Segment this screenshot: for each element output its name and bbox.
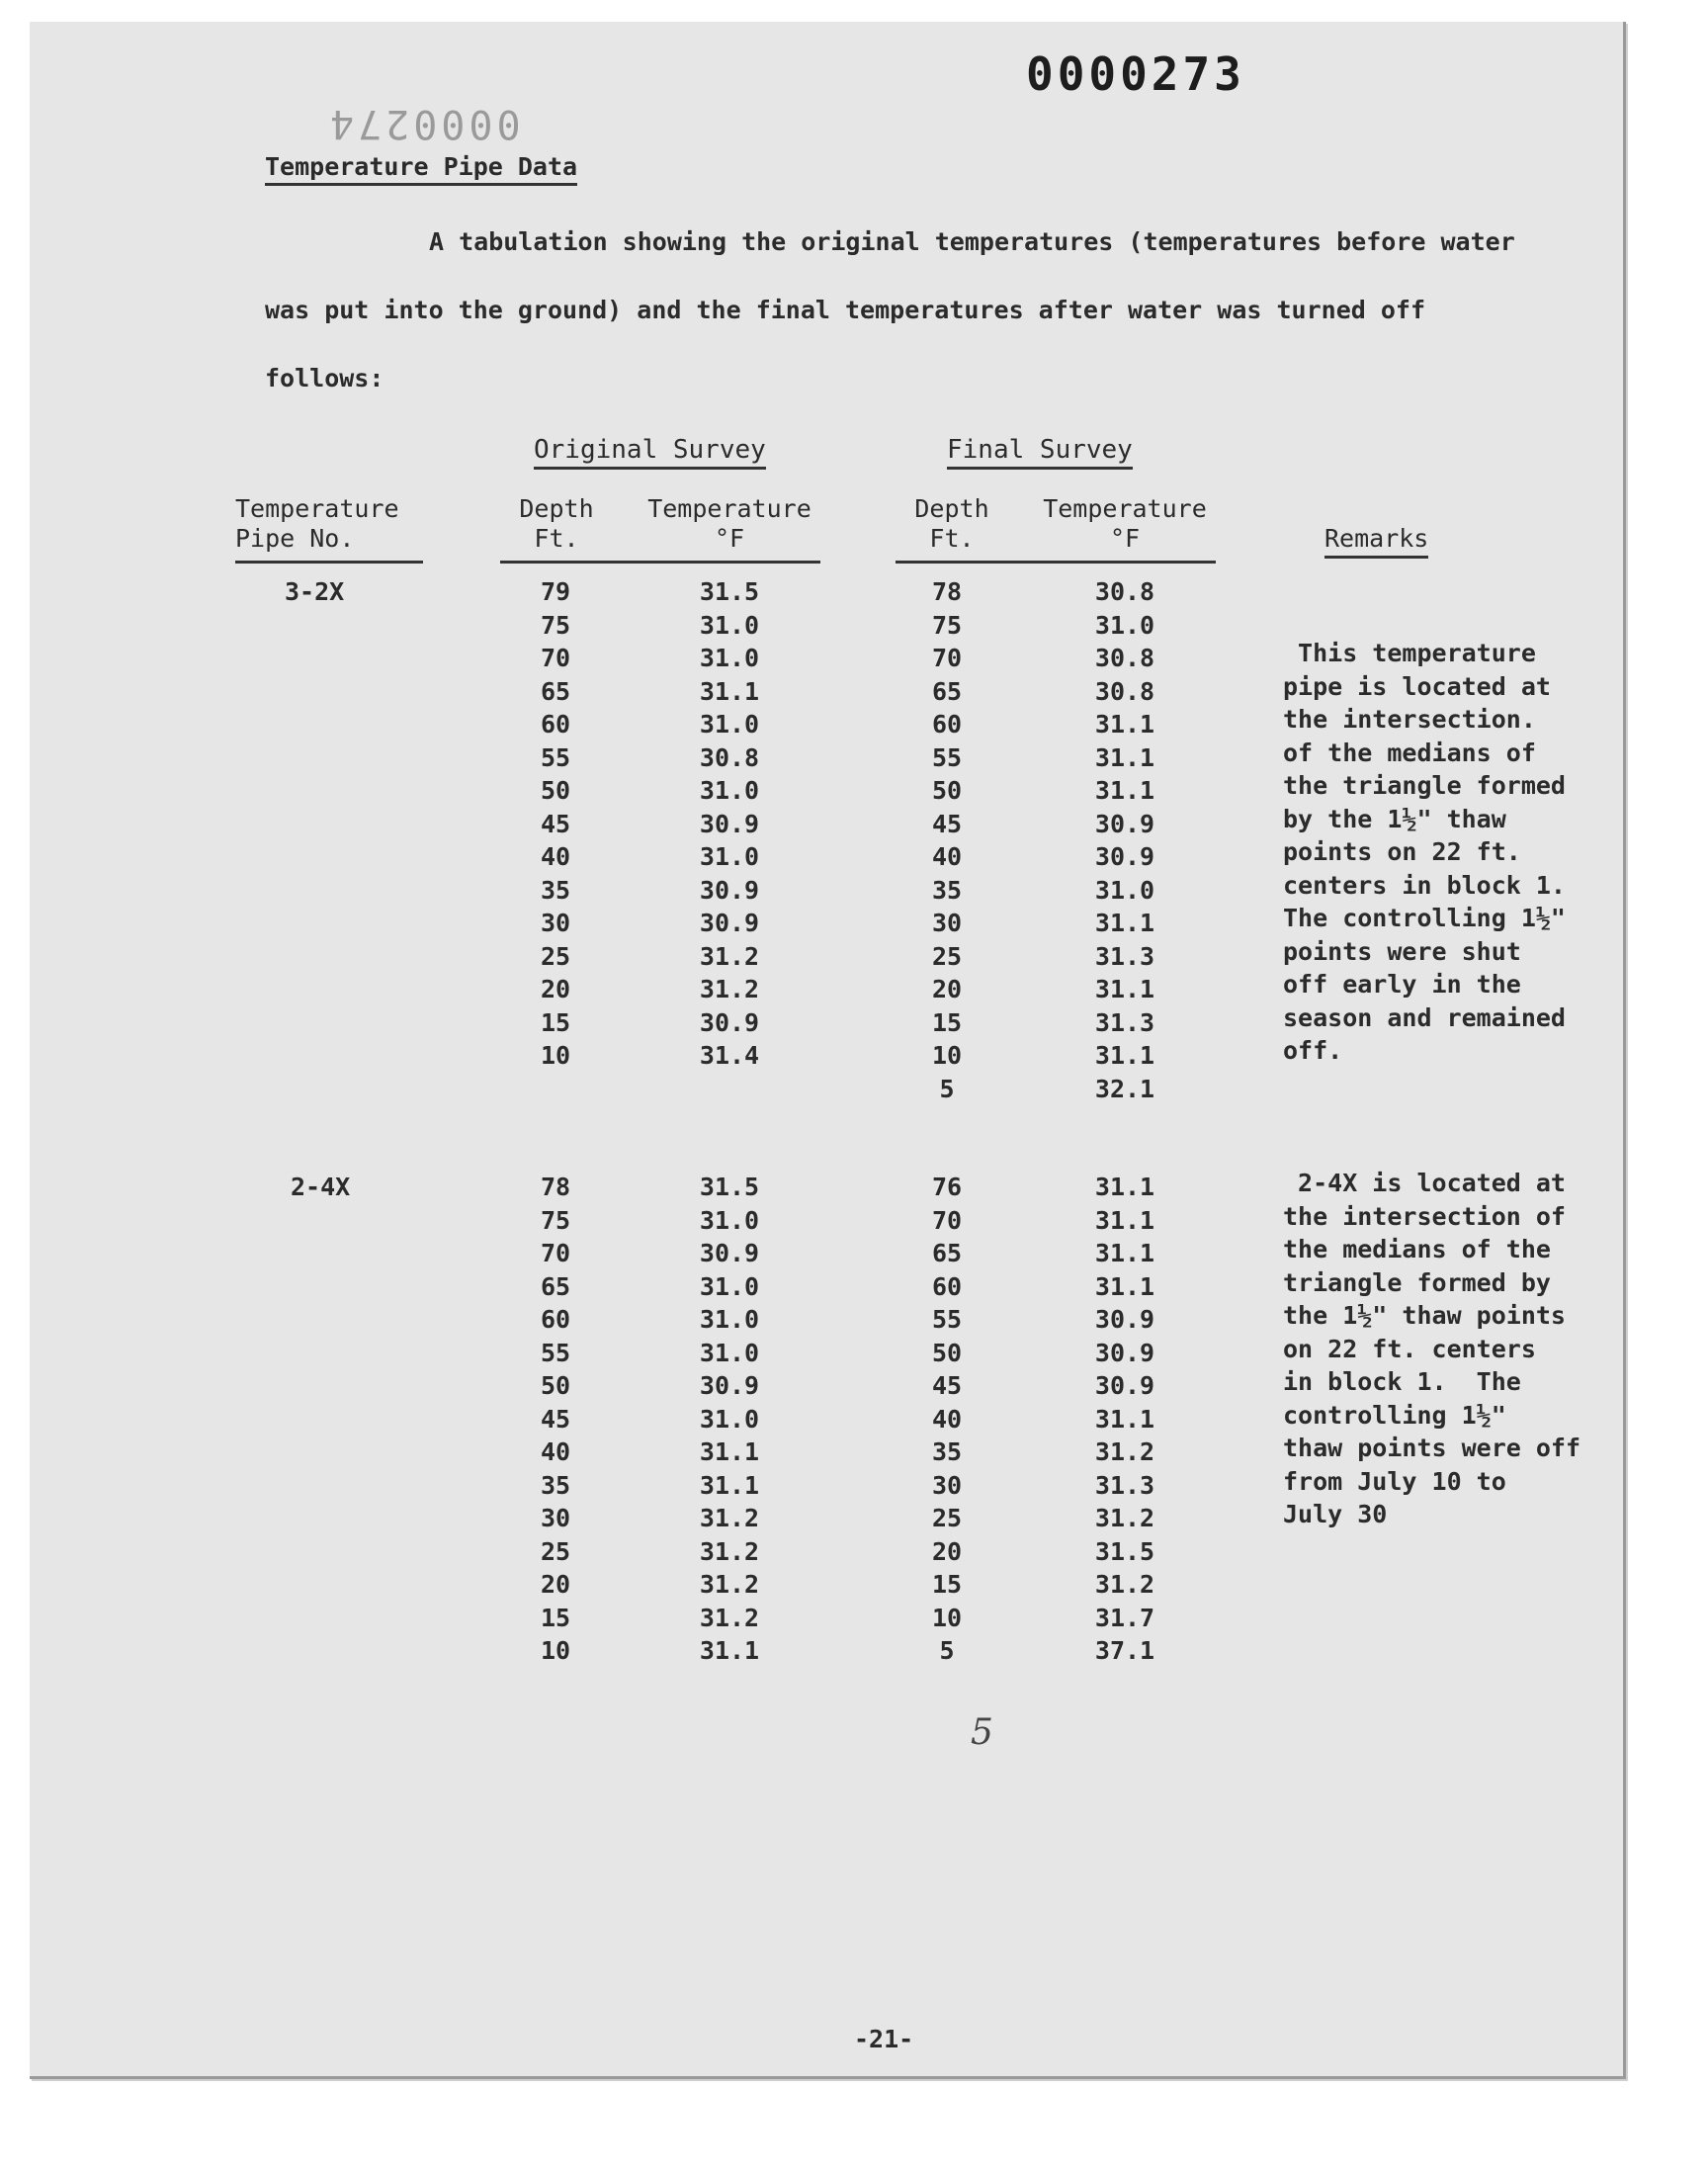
orig-depth-cell: 25 [540,941,571,971]
final-depth-header-line1: Depth [914,494,989,523]
final-depth-cell: 65 [931,1239,963,1267]
orig-temp-cell: 31.0 [699,644,760,672]
orig-depth-cell: 65 [540,1271,571,1301]
orig-depth-cell: 65 [540,676,571,706]
orig-temp-header-line1: Temperature [647,494,811,523]
orig-temp-cell: 30.9 [699,809,760,838]
orig-depth-cell: 79 [540,577,571,606]
final-temp-cell: 30.8 [1094,644,1155,672]
final-depth-cell: 35 [931,1437,963,1466]
final-depth-cell: 55 [931,1305,963,1334]
orig-depth-cell: 10 [540,1041,571,1070]
final-temp-cell: 31.3 [1094,1007,1155,1037]
final-depth-cell: 50 [931,1338,963,1367]
final-temp-header [1026,494,1224,554]
orig-temp-cell: 31.0 [699,1338,760,1367]
orig-temp-cell: 31.1 [699,1470,760,1500]
orig-depth-cell: 60 [540,710,571,739]
orig-depth-cell: 10 [540,1636,571,1665]
orig-depth-cell: 45 [540,809,571,838]
final-depth-cell: 35 [931,875,963,905]
remarks-line: points were shut [1283,936,1521,966]
final-temp-cell: 31.1 [1094,975,1155,1003]
orig-temp-cell: 31.0 [699,776,760,805]
final-depth-cell: 20 [931,975,963,1003]
final-temp-cell: 31.1 [1094,1041,1155,1070]
final-temp-cell: 31.1 [1094,909,1155,937]
faint-number-stamp: 0000274 [326,101,521,146]
remarks-line: the 1½" thaw points [1283,1301,1566,1330]
original-header-rule [500,561,820,564]
remarks-line: The controlling 1½" [1283,904,1566,932]
orig-temp-cell: 30.9 [699,875,760,905]
orig-depth-cell: 50 [540,1371,571,1400]
final-temp-cell: 31.3 [1094,1470,1155,1500]
final-survey-title: Final Survey [947,435,1133,470]
orig-temp-header [631,494,828,554]
orig-temp-cell: 31.0 [699,1305,760,1334]
pipe-header-line1: Temperature [235,494,399,523]
remarks-line: the intersection. [1283,705,1536,734]
orig-temp-cell: 31.0 [699,1271,760,1301]
orig-depth-cell: 40 [540,842,571,871]
orig-temp-cell: 30.9 [699,909,760,937]
orig-depth-cell: 70 [540,644,571,672]
orig-depth-header [502,494,611,554]
final-temp-cell: 30.9 [1094,1305,1155,1334]
remarks-text [1283,1167,1580,1531]
remarks-line: in block 1. The [1283,1367,1521,1396]
remarks-line: the triangle formed [1283,771,1566,800]
final-temp-cell: 31.1 [1094,710,1155,739]
orig-depth-cell: 50 [540,776,571,805]
final-temp-cell: 31.1 [1094,1205,1155,1235]
final-temp-cell: 31.0 [1094,610,1155,640]
orig-temp-cell: 31.2 [699,941,760,971]
orig-depth-cell: 70 [540,1239,571,1267]
orig-temp-cell: 31.2 [699,975,760,1003]
orig-depth-cell: 30 [540,1504,571,1532]
remarks-line: triangle formed by [1283,1267,1551,1297]
remarks-line: season and remained [1283,1002,1566,1032]
orig-depth-header-line1: Depth [519,494,594,523]
orig-depth-cell: 15 [540,1603,571,1632]
orig-depth-cell: 75 [540,610,571,640]
orig-depth-cell: 45 [540,1404,571,1434]
final-depth-cell: 76 [931,1173,963,1201]
remarks-header: Remarks [1324,524,1428,559]
orig-temp-cell: 31.0 [699,1205,760,1235]
final-temp-cell: 32.1 [1094,1074,1155,1103]
orig-temp-cell: 31.0 [699,842,760,871]
orig-temp-cell: 31.5 [699,577,760,606]
orig-depth-cell: 78 [540,1173,571,1201]
final-depth-cell: 50 [931,776,963,805]
orig-depth-cell: 25 [540,1536,571,1566]
final-temp-cell: 31.1 [1094,1404,1155,1434]
final-depth-cell: 78 [931,577,963,606]
orig-temp-cell: 31.5 [699,1173,760,1201]
handwritten-mark: 5 [971,1712,993,1753]
orig-depth-cell: 55 [540,1338,571,1367]
final-depth-cell: 60 [931,710,963,739]
orig-temp-cell: 30.9 [699,1239,760,1267]
final-depth-cell: 15 [931,1007,963,1037]
page-number: -21- [854,2025,914,2053]
final-depth-cell: 45 [931,809,963,838]
orig-temp-cell: 31.2 [699,1504,760,1532]
remarks-line: pipe is located at [1283,671,1551,701]
final-temp-cell: 31.2 [1094,1570,1155,1599]
final-depth-cell: 60 [931,1271,963,1301]
orig-depth-cell: 35 [540,875,571,905]
final-depth-cell: 5 [939,1636,955,1665]
final-depth-cell: 10 [931,1041,963,1070]
final-temp-cell: 31.5 [1094,1536,1155,1566]
final-depth-cell: 5 [939,1074,955,1103]
orig-depth-cell: 55 [540,742,571,772]
final-temp-cell: 31.1 [1094,742,1155,772]
final-depth-cell: 45 [931,1371,963,1400]
remarks-line: the intersection of [1283,1201,1566,1231]
final-depth-cell: 15 [931,1570,963,1599]
final-temp-cell: 37.1 [1094,1636,1155,1665]
orig-depth-cell: 35 [540,1470,571,1500]
remarks-line: This temperature [1283,639,1536,667]
final-depth-header-line2: Ft. [929,524,975,553]
final-depth-cell: 70 [931,1205,963,1235]
orig-temp-cell: 31.1 [699,1437,760,1466]
final-depth-cell: 40 [931,842,963,871]
final-depth-cell: 30 [931,1470,963,1500]
final-temp-cell: 30.9 [1094,842,1155,871]
orig-temp-cell: 31.2 [699,1570,760,1599]
section-heading: Temperature Pipe Data [265,152,577,186]
orig-depth-cell: 20 [540,1570,571,1599]
remarks-line: off early in the [1283,970,1521,999]
final-temp-cell: 30.9 [1094,1338,1155,1367]
pipe-header-rule [235,561,423,564]
orig-temp-cell: 30.8 [699,742,760,772]
orig-depth-cell: 15 [540,1007,571,1037]
orig-temp-cell: 31.1 [699,676,760,706]
remarks-line: centers in block 1. [1283,870,1566,900]
final-temp-cell: 30.8 [1094,577,1155,606]
pipe-number: 2-4X [291,1173,351,1201]
pipe-header-line2: Pipe No. [235,524,355,553]
remarks-line: the medians of the [1283,1235,1551,1263]
final-depth-cell: 70 [931,644,963,672]
final-depth-cell: 65 [931,676,963,706]
intro-paragraph: A tabulation showing the original temperatures (temperatures before water was put into the ground) and the final temperatures after water was turned off follows: [265,227,1515,392]
final-temp-cell: 31.2 [1094,1504,1155,1532]
orig-temp-cell: 31.1 [699,1636,760,1665]
final-temp-cell: 30.9 [1094,809,1155,838]
remarks-line: July 30 [1283,1500,1388,1528]
orig-temp-cell: 31.0 [699,610,760,640]
final-header-rule [896,561,1216,564]
remarks-line: on 22 ft. centers [1283,1334,1536,1363]
orig-temp-cell: 31.0 [699,710,760,739]
final-temp-cell: 31.2 [1094,1437,1155,1466]
orig-temp-cell: 31.2 [699,1603,760,1632]
orig-depth-cell: 75 [540,1205,571,1235]
final-temp-cell: 31.0 [1094,875,1155,905]
final-temp-header-line1: Temperature [1043,494,1207,523]
final-temp-header-line2: °F [1109,524,1141,553]
final-depth-cell: 75 [931,610,963,640]
final-depth-cell: 40 [931,1404,963,1434]
final-temp-cell: 31.1 [1094,1271,1155,1301]
final-temp-cell: 31.1 [1094,776,1155,805]
original-survey-title: Original Survey [534,435,766,470]
pipe-number: 3-2X [285,577,345,606]
remarks-line: by the 1½" thaw [1283,804,1506,833]
orig-depth-cell: 30 [540,909,571,937]
orig-temp-cell: 31.2 [699,1536,760,1566]
orig-depth-cell: 60 [540,1305,571,1334]
final-temp-cell: 30.8 [1094,676,1155,706]
orig-temp-cell: 30.9 [699,1007,760,1037]
final-temp-cell: 31.7 [1094,1603,1155,1632]
orig-temp-cell: 30.9 [699,1371,760,1400]
final-depth-cell: 25 [931,1504,963,1532]
document-number-stamp: 0000273 [1026,47,1245,101]
orig-depth-cell: 40 [540,1437,571,1466]
remarks-line: thaw points were off [1283,1434,1581,1462]
final-depth-cell: 10 [931,1603,963,1632]
document-page [30,22,1626,2079]
final-temp-cell: 31.3 [1094,941,1155,971]
final-depth-cell: 55 [931,742,963,772]
orig-temp-header-line2: °F [714,524,745,553]
remarks-line: from July 10 to [1283,1466,1506,1496]
final-depth-cell: 20 [931,1536,963,1566]
orig-depth-cell: 20 [540,975,571,1003]
orig-depth-header-line2: Ft. [534,524,579,553]
final-depth-cell: 30 [931,909,963,937]
orig-temp-cell: 31.4 [699,1041,760,1070]
pipe-no-header [235,494,399,554]
remarks-line: points on 22 ft. [1283,837,1521,866]
orig-temp-cell: 31.0 [699,1404,760,1434]
final-temp-cell: 31.1 [1094,1173,1155,1201]
remarks-line: 2-4X is located at [1283,1169,1566,1197]
remarks-line: controlling 1½" [1283,1400,1506,1430]
final-depth-cell: 25 [931,941,963,971]
final-temp-cell: 31.1 [1094,1239,1155,1267]
remarks-line: off. [1283,1036,1343,1065]
remarks-text [1283,637,1566,1068]
final-temp-cell: 30.9 [1094,1371,1155,1400]
final-depth-header [897,494,1006,554]
remarks-line: of the medians of [1283,738,1536,767]
